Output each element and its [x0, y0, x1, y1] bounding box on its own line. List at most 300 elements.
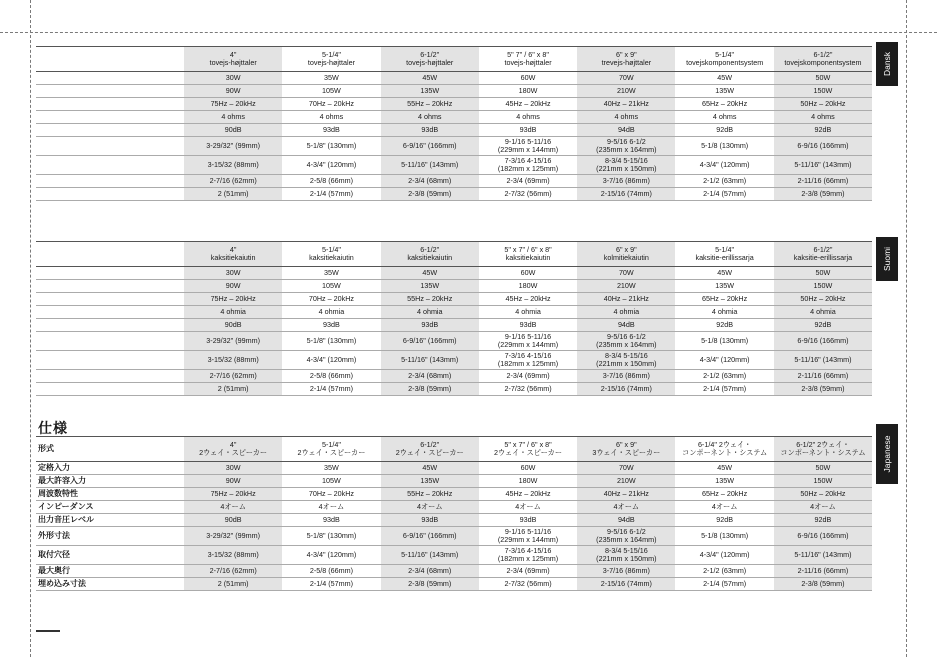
- crop-line-left: [30, 0, 31, 657]
- cell-text: trevejs-højttaler: [601, 58, 652, 67]
- table-cell: 2-3/4 (68mm): [381, 370, 479, 383]
- table-cell: 105W: [282, 85, 380, 98]
- table-cell: 93dB: [282, 124, 380, 137]
- cell-text: 5-1/8" (130mm): [306, 336, 357, 346]
- cell-text: kaksitie-erillissarja: [793, 253, 853, 262]
- table-cell: 2-5/8 (66mm): [282, 175, 380, 188]
- table-cell: 2-5/8 (66mm): [282, 565, 380, 578]
- table-cell: 2-3/4 (69mm): [479, 370, 577, 383]
- row-label: [36, 124, 184, 137]
- table-cell: 2 (51mm): [184, 188, 282, 201]
- table-cell: [184, 527, 282, 546]
- table-cell: 50Hz – 20kHz: [774, 293, 872, 306]
- table-cell: 180W: [479, 280, 577, 293]
- cell-text: tovejs-højttaler: [406, 58, 454, 67]
- table-cell: [184, 351, 282, 370]
- cell-text: 6-1/2": [813, 245, 833, 255]
- cell-text: 7-3/16 4-15/16: [504, 351, 552, 361]
- cell-text: 3-15/32 (88mm): [207, 550, 259, 560]
- cell-text: 9-1/16 5-11/16: [504, 527, 552, 537]
- table-row: [36, 370, 872, 383]
- table-cell: 90dB: [184, 319, 282, 332]
- cell-text: kaksitie-erillissarja: [695, 253, 754, 262]
- table-cell: 2-11/16 (66mm): [774, 565, 872, 578]
- spec-table-finnish: [36, 241, 872, 396]
- row-label: 最大許容入力: [36, 475, 184, 488]
- table-row: [36, 85, 872, 98]
- cell-text: kolmitiekaiutin: [603, 253, 649, 262]
- table-cell: 4 ohmia: [381, 306, 479, 319]
- cell-text: 6-1/2": [420, 50, 440, 60]
- cell-text: 9-5/16 6-1/2: [606, 137, 646, 147]
- table-cell: 92dB: [675, 319, 773, 332]
- table-row: [36, 72, 872, 85]
- table-cell: 94dB: [577, 319, 675, 332]
- row-label: 最大奥行: [36, 565, 184, 578]
- table-cell: [479, 137, 577, 156]
- column-header: [774, 437, 872, 462]
- table-cell: [479, 156, 577, 175]
- table-cell: 2-3/4 (69mm): [479, 565, 577, 578]
- table-cell: 50Hz – 20kHz: [774, 98, 872, 111]
- table-cell: [675, 332, 773, 351]
- row-label: 形式: [36, 437, 184, 462]
- table-cell: 4オーム: [282, 501, 380, 514]
- table-cell: 2-1/2 (63mm): [675, 370, 773, 383]
- table-cell: [577, 351, 675, 370]
- table-cell: 65Hz – 20kHz: [675, 293, 773, 306]
- row-label: 取付穴径: [36, 546, 184, 565]
- row-label: [36, 267, 184, 280]
- cell-text: (221mm x 150mm): [596, 554, 657, 563]
- table-cell: 210W: [577, 475, 675, 488]
- table-cell: 92dB: [675, 124, 773, 137]
- table-cell: 92dB: [774, 124, 872, 137]
- cell-text: 4-3/4" (120mm): [306, 355, 357, 365]
- table-cell: 45Hz – 20kHz: [479, 293, 577, 306]
- table-row: [36, 527, 872, 546]
- cell-text: (229mm x 144mm): [497, 535, 559, 544]
- table-cell: 60W: [479, 462, 577, 475]
- cell-text: kaksitiekaiutin: [210, 253, 256, 262]
- table-cell: 30W: [184, 72, 282, 85]
- table-cell: [381, 351, 479, 370]
- cell-text: 8-3/4 5-15/16: [604, 156, 648, 166]
- table-cell: 30W: [184, 462, 282, 475]
- table-cell: 45Hz – 20kHz: [479, 488, 577, 501]
- table-cell: 2-11/16 (66mm): [774, 370, 872, 383]
- table-cell: 75Hz – 20kHz: [184, 293, 282, 306]
- row-label: 出力音圧レベル: [36, 514, 184, 527]
- cell-text: 9-5/16 6-1/2: [606, 332, 646, 342]
- table-cell: [577, 137, 675, 156]
- cell-text: 6-1/2": [813, 50, 833, 60]
- table-cell: [774, 351, 872, 370]
- cell-text: 6-1/2": [420, 440, 440, 450]
- table-cell: 2-1/4 (57mm): [282, 188, 380, 201]
- table-cell: 150W: [774, 280, 872, 293]
- table-cell: [184, 137, 282, 156]
- table-row: [36, 188, 872, 201]
- table-cell: 2-1/4 (57mm): [675, 578, 773, 591]
- table-cell: 35W: [282, 462, 380, 475]
- table-cell: 180W: [479, 475, 577, 488]
- table-cell: [282, 137, 380, 156]
- table-cell: 90W: [184, 280, 282, 293]
- table-row: [36, 383, 872, 396]
- cell-text: 8-3/4 5-15/16: [604, 546, 648, 556]
- section-title-japanese: 仕様: [38, 420, 68, 436]
- table-cell: 93dB: [479, 514, 577, 527]
- table-row: [36, 306, 872, 319]
- table-cell: 70Hz – 20kHz: [282, 293, 380, 306]
- table-cell: 2-15/16 (74mm): [577, 383, 675, 396]
- row-label: [36, 242, 184, 267]
- cell-text: 4": [229, 50, 237, 60]
- table-cell: 50Hz – 20kHz: [774, 488, 872, 501]
- table-cell: 4 ohms: [381, 111, 479, 124]
- table-cell: 70Hz – 20kHz: [282, 488, 380, 501]
- cell-text: 6-9/16 (166mm): [797, 531, 849, 541]
- cell-text: 5-11/16" (143mm): [794, 355, 852, 365]
- table-cell: [479, 351, 577, 370]
- cell-text: 2ウェイ・スピーカー: [494, 448, 563, 457]
- table-cell: 135W: [381, 475, 479, 488]
- row-label: [36, 47, 184, 72]
- table-cell: [774, 546, 872, 565]
- row-label: インピーダンス: [36, 501, 184, 514]
- row-label: [36, 280, 184, 293]
- table-cell: 2-3/8 (59mm): [774, 383, 872, 396]
- cell-text: 5-11/16" (143mm): [794, 160, 852, 170]
- table-cell: [577, 546, 675, 565]
- table-cell: 4 ohmia: [479, 306, 577, 319]
- cell-text: 5-1/4": [321, 245, 341, 255]
- table-cell: 2-3/8 (59mm): [381, 578, 479, 591]
- table-cell: 93dB: [282, 514, 380, 527]
- table-cell: 50W: [774, 462, 872, 475]
- cell-text: 3-15/32 (88mm): [207, 160, 259, 170]
- table-cell: 90dB: [184, 514, 282, 527]
- table-cell: 90dB: [184, 124, 282, 137]
- table-cell: 92dB: [774, 514, 872, 527]
- table-cell: 2-3/4 (69mm): [479, 175, 577, 188]
- cell-text: (235mm x 164mm): [596, 340, 657, 349]
- cell-text: 5" x 7" / 6" x 8": [504, 440, 552, 450]
- row-label: [36, 293, 184, 306]
- table-cell: 75Hz – 20kHz: [184, 98, 282, 111]
- cell-text: 9-1/16 5-11/16: [504, 332, 552, 342]
- cell-text: 6-1/2": [420, 245, 440, 255]
- row-label: [36, 72, 184, 85]
- table-cell: 2-7/16 (62mm): [184, 370, 282, 383]
- cell-text: 6-9/16" (166mm): [402, 336, 457, 346]
- table-cell: [479, 546, 577, 565]
- cell-text: 6-1/4" 2ウェイ・: [697, 440, 752, 450]
- table-cell: [381, 546, 479, 565]
- row-label: [36, 370, 184, 383]
- column-header: [282, 437, 380, 462]
- table-cell: 4 ohms: [184, 111, 282, 124]
- table-cell: 135W: [675, 475, 773, 488]
- cell-text: 6" x 9": [615, 245, 637, 255]
- table-cell: 65Hz – 20kHz: [675, 488, 773, 501]
- table-header-row: [36, 47, 872, 72]
- table-cell: 2-7/32 (56mm): [479, 578, 577, 591]
- table-cell: 94dB: [577, 124, 675, 137]
- table-cell: 55Hz – 20kHz: [381, 98, 479, 111]
- cell-text: 9-5/16 6-1/2: [606, 527, 646, 537]
- cell-text: 5-1/8" (130mm): [306, 531, 357, 541]
- table-header-row: [36, 242, 872, 267]
- table-cell: 70W: [577, 267, 675, 280]
- table-row: [36, 514, 872, 527]
- table-cell: 45W: [675, 267, 773, 280]
- cell-text: 5-1/4": [715, 50, 735, 60]
- table-cell: 35W: [282, 72, 380, 85]
- table-cell: 4 ohms: [675, 111, 773, 124]
- table-cell: 93dB: [479, 319, 577, 332]
- table-cell: 45Hz – 20kHz: [479, 98, 577, 111]
- table-cell: 4 ohms: [577, 111, 675, 124]
- table-cell: 210W: [577, 280, 675, 293]
- row-label: [36, 156, 184, 175]
- table-row: [36, 137, 872, 156]
- table-row: [36, 111, 872, 124]
- table-cell: 4 ohmia: [282, 306, 380, 319]
- cell-text: kaksitiekaiutin: [309, 253, 354, 262]
- table-row: [36, 462, 872, 475]
- column-header: [479, 242, 577, 267]
- cell-text: (235mm x 164mm): [596, 535, 657, 544]
- table-row: [36, 351, 872, 370]
- table-cell: 2-11/16 (66mm): [774, 175, 872, 188]
- table-cell: [381, 332, 479, 351]
- cell-text: 8-3/4 5-15/16: [604, 351, 648, 361]
- table-cell: 4オーム: [774, 501, 872, 514]
- table-cell: 2-3/4 (68mm): [381, 175, 479, 188]
- cell-text: 7-3/16 4-15/16: [504, 546, 552, 556]
- table-cell: 2-7/32 (56mm): [479, 188, 577, 201]
- table-cell: 2-3/4 (68mm): [381, 565, 479, 578]
- column-header: [577, 242, 675, 267]
- table-cell: 70Hz – 20kHz: [282, 98, 380, 111]
- table-cell: 2-15/16 (74mm): [577, 188, 675, 201]
- cell-text: 5-1/4": [321, 50, 341, 60]
- cell-text: (182mm x 125mm): [497, 164, 559, 173]
- table-cell: 150W: [774, 85, 872, 98]
- table-cell: [577, 332, 675, 351]
- table-cell: [282, 546, 380, 565]
- table-cell: [381, 137, 479, 156]
- cell-text: tovejs-højttaler: [209, 58, 257, 67]
- table-cell: 210W: [577, 85, 675, 98]
- table-cell: 135W: [675, 85, 773, 98]
- cell-text: 5" 7" / 6" x 8": [507, 50, 549, 60]
- table-cell: 3-7/16 (86mm): [577, 565, 675, 578]
- cell-text: 5-1/4": [715, 245, 735, 255]
- table-cell: 45W: [381, 462, 479, 475]
- crop-line-top: [0, 32, 937, 33]
- cell-text: (221mm x 150mm): [596, 164, 657, 173]
- table-cell: 75Hz – 20kHz: [184, 488, 282, 501]
- table-cell: [675, 156, 773, 175]
- cell-text: 6-9/16 (166mm): [797, 141, 849, 151]
- table-cell: 92dB: [774, 319, 872, 332]
- table-cell: [381, 527, 479, 546]
- table-cell: 4 ohmia: [675, 306, 773, 319]
- table-cell: 105W: [282, 280, 380, 293]
- table-cell: 2-3/8 (59mm): [381, 383, 479, 396]
- table-row: [36, 578, 872, 591]
- row-label: 埋め込み寸法: [36, 578, 184, 591]
- cell-text: 4": [229, 245, 237, 255]
- table-cell: 50W: [774, 267, 872, 280]
- cell-text: 5-1/4": [321, 440, 341, 450]
- table-cell: 60W: [479, 72, 577, 85]
- cell-text: tovejs-højttaler: [504, 58, 552, 67]
- column-header: [774, 47, 872, 72]
- table-cell: 4 ohmia: [184, 306, 282, 319]
- table-cell: 2-7/16 (62mm): [184, 175, 282, 188]
- table-cell: 93dB: [479, 124, 577, 137]
- cell-text: (235mm x 164mm): [596, 145, 657, 154]
- language-tab-label: Suomi: [882, 246, 892, 272]
- table-cell: [774, 137, 872, 156]
- table-cell: 40Hz – 21kHz: [577, 488, 675, 501]
- cell-text: 5" x 7" / 6" x 8": [504, 245, 552, 255]
- cell-text: 3-29/32" (99mm): [206, 336, 260, 346]
- row-label: 定格入力: [36, 462, 184, 475]
- table-cell: [184, 546, 282, 565]
- cell-text: 4": [229, 440, 237, 450]
- column-header: [479, 47, 577, 72]
- table-cell: 3-7/16 (86mm): [577, 175, 675, 188]
- table-cell: 93dB: [381, 124, 479, 137]
- table-cell: 4オーム: [184, 501, 282, 514]
- cell-text: (229mm x 144mm): [497, 145, 559, 154]
- cell-text: 5-1/8" (130mm): [306, 141, 357, 151]
- column-header: [381, 437, 479, 462]
- row-label: [36, 111, 184, 124]
- cell-text: 6-9/16" (166mm): [402, 141, 457, 151]
- table-cell: 4 ohms: [479, 111, 577, 124]
- table-cell: 2-1/4 (57mm): [282, 578, 380, 591]
- row-label: [36, 351, 184, 370]
- cell-text: 6-1/2" 2ウェイ・: [796, 440, 850, 450]
- cell-text: tovejskomponentsystem: [784, 58, 862, 67]
- table-cell: 45W: [675, 462, 773, 475]
- table-cell: 4オーム: [577, 501, 675, 514]
- table-row: [36, 546, 872, 565]
- table-cell: [675, 527, 773, 546]
- table-cell: 94dB: [577, 514, 675, 527]
- cell-text: コンポーネント・システム: [780, 448, 866, 457]
- table-row: [36, 280, 872, 293]
- table-cell: 45W: [381, 267, 479, 280]
- table-cell: 150W: [774, 475, 872, 488]
- cell-text: kaksitiekaiutin: [505, 253, 551, 262]
- table-cell: [282, 351, 380, 370]
- row-label: [36, 175, 184, 188]
- table-cell: 2-1/4 (57mm): [282, 383, 380, 396]
- table-cell: 45W: [675, 72, 773, 85]
- row-label: [36, 306, 184, 319]
- table-cell: 4オーム: [675, 501, 773, 514]
- cell-text: 4-3/4" (120mm): [306, 160, 357, 170]
- table-row: [36, 565, 872, 578]
- table-cell: [774, 332, 872, 351]
- table-cell: [774, 156, 872, 175]
- spec-table-danish: [36, 46, 872, 201]
- table-cell: 40Hz – 21kHz: [577, 98, 675, 111]
- row-label: [36, 137, 184, 156]
- cell-text: 6" x 9": [615, 50, 637, 60]
- cell-text: 2ウェイ・スピーカー: [395, 448, 464, 457]
- cell-text: (182mm x 125mm): [497, 554, 559, 563]
- table-row: [36, 332, 872, 351]
- table-cell: 2-7/32 (56mm): [479, 383, 577, 396]
- language-tab-finnish: [876, 237, 898, 281]
- table-cell: 2 (51mm): [184, 578, 282, 591]
- column-header: [577, 437, 675, 462]
- table-row: [36, 488, 872, 501]
- spec-table-japanese: [36, 436, 872, 591]
- table-cell: 4オーム: [479, 501, 577, 514]
- table-cell: 2-1/4 (57mm): [675, 383, 773, 396]
- cell-text: 4-3/4" (120mm): [699, 550, 750, 560]
- table-cell: 70W: [577, 72, 675, 85]
- table-cell: 93dB: [381, 514, 479, 527]
- table-cell: 180W: [479, 85, 577, 98]
- cell-text: 5-11/16" (143mm): [401, 550, 459, 560]
- row-label: [36, 332, 184, 351]
- column-header: [282, 242, 380, 267]
- table-cell: 50W: [774, 72, 872, 85]
- cell-text: 3-29/32" (99mm): [206, 141, 260, 151]
- column-header: [381, 242, 479, 267]
- table-cell: 60W: [479, 267, 577, 280]
- row-label: [36, 319, 184, 332]
- table-cell: 30W: [184, 267, 282, 280]
- column-header: [184, 437, 282, 462]
- cell-text: tovejs-højttaler: [307, 58, 356, 67]
- table-cell: [774, 527, 872, 546]
- cell-text: (182mm x 125mm): [497, 359, 559, 368]
- table-cell: 4 ohms: [774, 111, 872, 124]
- table-row: [36, 124, 872, 137]
- column-header: [479, 437, 577, 462]
- table-cell: 135W: [381, 280, 479, 293]
- language-tab-danish: [876, 42, 898, 86]
- column-header: [774, 242, 872, 267]
- table-cell: 135W: [381, 85, 479, 98]
- table-cell: 2-15/16 (74mm): [577, 578, 675, 591]
- cell-text: tovejskomponentsystem: [686, 58, 764, 67]
- table-row: [36, 501, 872, 514]
- cell-text: 9-1/16 5-11/16: [504, 137, 552, 147]
- table-cell: 93dB: [282, 319, 380, 332]
- row-label: 外形寸法: [36, 527, 184, 546]
- row-label: 周波数特性: [36, 488, 184, 501]
- cell-text: (221mm x 150mm): [596, 359, 657, 368]
- table-cell: 2 (51mm): [184, 383, 282, 396]
- crop-line-right: [906, 0, 907, 657]
- row-label: [36, 85, 184, 98]
- table-cell: [381, 156, 479, 175]
- table-cell: 90W: [184, 85, 282, 98]
- table-cell: 2-3/8 (59mm): [381, 188, 479, 201]
